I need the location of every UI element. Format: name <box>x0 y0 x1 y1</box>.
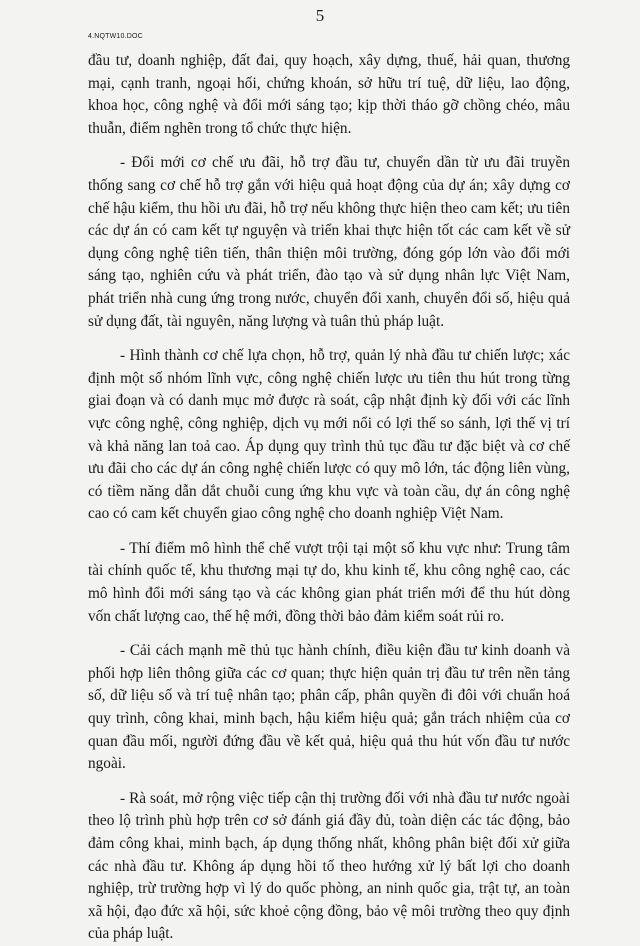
paragraph-administrative-reform: - Cải cách mạnh mẽ thủ tục hành chính, điều kiện đầu tư kinh doanh và phối hợp liên thông giữa các cơ quan; thực hiện quản trị đầu tư trên nền tảng số, dữ liệu số và trí tuệ nhân tạo; phân cấp, phân quyền đi đôi với chuẩn hoá quy trình, công khai, minh bạch, hậu kiểm hiệu quả; gắn trách nhiệm của cơ quan đầu mối, người đứng đầu về kết quả, hiệu quả thu hút vốn đầu tư nước ngoài. <box>88 642 570 773</box>
document-body <box>88 50 570 946</box>
paragraph-pilot-models: - Thí điểm mô hình thể chế vượt trội tại một số khu vực như: Trung tâm tài chính quốc tế, khu thương mại tự do, khu kinh tế, khu công nghệ cao, các mô hình đổi mới sáng tạo và các không gian phát triển mới để thu hút dòng vốn chất lượng cao, thế hệ mới, đồng thời bảo đảm kiểm soát rủi ro. <box>88 539 570 625</box>
paragraph-continuation: đầu tư, doanh nghiệp, đất đai, quy hoạch, xây dựng, thuế, hải quan, thương mại, cạnh tranh, ngoại hối, chứng khoán, sở hữu trí tuệ, dữ liệu, lao động, khoa học, công nghệ và đổi mới sáng tạo; kịp thời tháo gỡ chồng chéo, mâu thuẫn, điểm nghẽn trong tổ chức thực hiện. <box>88 52 570 137</box>
document-file-label: 4.NQTW10.DOC <box>88 33 143 40</box>
paragraph-incentive-reform: - Đổi mới cơ chế ưu đãi, hỗ trợ đầu tư, chuyển dần từ ưu đãi truyền thống sang cơ chế hỗ trợ gắn với hiệu quả hoạt động của dự án; xây dựng cơ chế hậu kiểm, thu hồi ưu đãi, hỗ trợ nếu không thực hiện theo cam kết; ưu tiên các dự án có cam kết tự nguyện và triển khai thực hiện tốt các cam kết về sử dụng công nghệ tiên tiến, thân thiện môi trường, đóng góp lớn vào đổi mới sáng tạo, nghiên cứu và phát triển, đào tạo và sử dụng nhân lực Việt Nam, phát triển nhà cung ứng trong nước, chuyển đổi xanh, chuyển đổi số, hiệu quả sử dụng đất, tài nguyên, năng lượng và tuân thủ pháp luật. <box>88 154 570 330</box>
page-number: 5 <box>315 6 325 25</box>
paragraph-strategic-investors: - Hình thành cơ chế lựa chọn, hỗ trợ, quản lý nhà đầu tư chiến lược; xác định một số nhóm lĩnh vực, công nghệ chiến lược ưu tiên thu hút trong từng giai đoạn và có danh mục mở được rà soát, cập nhật định kỳ đối với các lĩnh vực công nghệ, công nghiệp, dịch vụ mới nổi có lợi thế so sánh, lợi thế vị trí và khả năng lan toả cao. Áp dụng quy trình thủ tục đầu tư đặc biệt và cơ chế ưu đãi cho các dự án công nghệ chiến lược có quy mô lớn, tác động liên vùng, có tiềm năng dẫn dắt chuỗi cung ứng khu vực và toàn cầu, dự án công nghệ cao có cam kết chuyển giao công nghệ cho doanh nghiệp Việt Nam. <box>88 347 570 523</box>
paragraph-market-access: - Rà soát, mở rộng việc tiếp cận thị trường đối với nhà đầu tư nước ngoài theo lộ trình phù hợp trên cơ sở đánh giá đầy đủ, toàn diện các tác động, bảo đảm công khai, minh bạch, áp dụng thống nhất, không phân biệt đối xử giữa các nhà đầu tư. Không áp dụng hồi tố theo hướng xử lý bất lợi cho doanh nghiệp, trừ trường hợp vì lý do quốc phòng, an ninh quốc gia, trật tự, an toàn xã hội, đạo đức xã hội, sức khoẻ cộng đồng, bảo vệ môi trường theo quy định của pháp luật. <box>88 789 570 943</box>
